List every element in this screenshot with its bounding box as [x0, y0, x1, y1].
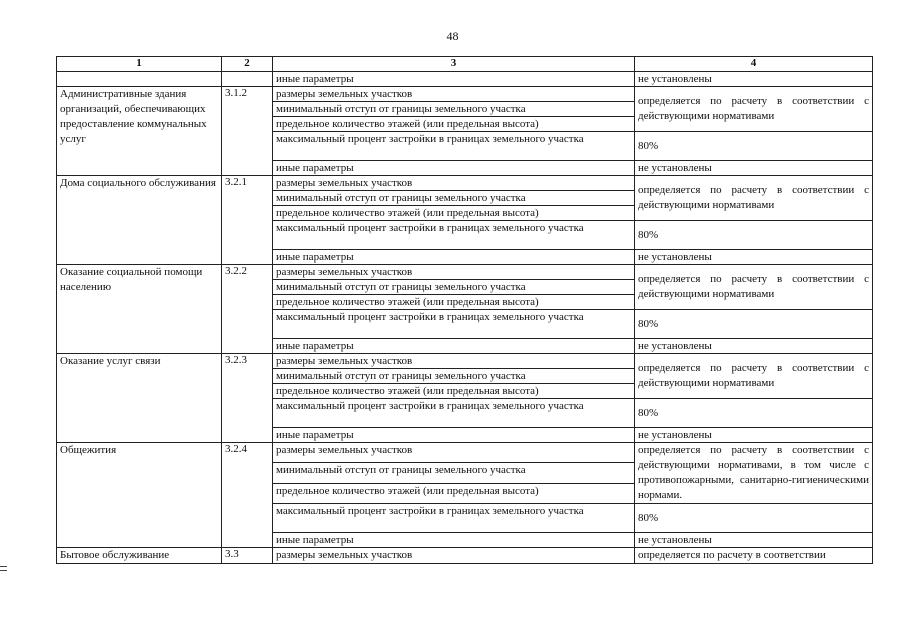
parameter-cell: предельное количество этажей (или предельная высота) [273, 117, 635, 132]
table-row [57, 265, 873, 280]
building-percent-cell: 80% [635, 399, 873, 428]
parameter-cell: предельное количество этажей (или предельная высота) [273, 206, 635, 221]
other-params-value-cell: не установлены [635, 161, 873, 176]
parameter-cell: максимальный процент застройки в границах земельного участка [273, 310, 635, 339]
table-row-last [57, 548, 873, 564]
calculated-value-cell: определяется по расчету в соответствии с действующими нормативами [635, 176, 873, 221]
calculated-value-cell: определяется по расчету в соответствии с действующими нормативами, в том числе с противопожарными, санитарно-гигиеническими нормами. [635, 443, 873, 504]
parameter-cell: размеры земельных участков [273, 443, 635, 463]
last-row-body [57, 548, 873, 564]
name-cell [57, 72, 222, 87]
other-params-value-cell: не установлены [635, 250, 873, 265]
building-percent-cell: 80% [635, 310, 873, 339]
calculated-value-cell: определяется по расчету в соответствии с действующими нормативами [635, 265, 873, 310]
parameter-cell: размеры земельных участков [273, 176, 635, 191]
land-use-name-cell: Оказание социальной помощи населению [57, 265, 222, 354]
table-row [57, 354, 873, 369]
building-percent-cell: 80% [635, 132, 873, 161]
building-percent-cell: 80% [635, 221, 873, 250]
parameter-cell: размеры земельных участков [273, 354, 635, 369]
parameter-cell: максимальный процент застройки в границах земельного участка [273, 399, 635, 428]
table-row [57, 443, 873, 463]
other-params-value-cell: не установлены [635, 533, 873, 548]
table-row [57, 87, 873, 102]
zoning-parameters-table [56, 56, 873, 564]
parameter-cell: максимальный процент застройки в границах земельного участка [273, 132, 635, 161]
parameter-cell: иные параметры [273, 428, 635, 443]
parameter-cell: предельное количество этажей (или предельная высота) [273, 295, 635, 310]
column-header-3: 3 [273, 57, 635, 72]
parameter-cell: максимальный процент застройки в границах земельного участка [273, 221, 635, 250]
land-use-name-cell: Дома социального обслуживания [57, 176, 222, 265]
parameter-cell: иные параметры [273, 72, 635, 87]
land-use-name-cell: Бытовое обслуживание [57, 548, 222, 564]
table-row [57, 176, 873, 191]
parameter-cell: иные параметры [273, 161, 635, 176]
land-use-code-cell: 3.2.1 [222, 176, 273, 265]
column-header-2: 2 [222, 57, 273, 72]
land-use-code-cell: 3.1.2 [222, 87, 273, 176]
land-use-name-cell: Общежития [57, 443, 222, 548]
parameter-cell: иные параметры [273, 250, 635, 265]
other-params-value-cell: не установлены [635, 339, 873, 354]
binding-edge-mark [0, 566, 7, 571]
parameter-cell: предельное количество этажей (или предельная высота) [273, 483, 635, 503]
parameter-cell: размеры земельных участков [273, 87, 635, 102]
column-header-1: 1 [57, 57, 222, 72]
parameter-cell: иные параметры [273, 533, 635, 548]
continuation-row [57, 72, 873, 87]
parameter-cell: иные параметры [273, 339, 635, 354]
land-use-code-cell: 3.3 [222, 548, 273, 564]
parameter-cell: размеры земельных участков [273, 548, 635, 564]
parameter-cell: минимальный отступ от границы земельного участка [273, 369, 635, 384]
table-body [57, 72, 873, 548]
parameter-cell: размеры земельных участков [273, 265, 635, 280]
land-use-name-cell: Оказание услуг связи [57, 354, 222, 443]
calculated-value-cell: определяется по расчету в соответствии с действующими нормативами [635, 354, 873, 399]
land-use-code-cell: 3.2.4 [222, 443, 273, 548]
header-row [57, 57, 873, 72]
parameter-cell: минимальный отступ от границы земельного участка [273, 280, 635, 295]
parameter-cell: максимальный процент застройки в границах земельного участка [273, 504, 635, 533]
code-cell [222, 72, 273, 87]
parameter-cell: минимальный отступ от границы земельного участка [273, 191, 635, 206]
parameter-cell: предельное количество этажей (или предельная высота) [273, 384, 635, 399]
value-cell: определяется по расчету в соответствии [635, 548, 873, 564]
parameter-cell: минимальный отступ от границы земельного участка [273, 102, 635, 117]
page-number: 48 [446, 29, 459, 43]
value-cell: не установлены [635, 72, 873, 87]
land-use-code-cell: 3.2.2 [222, 265, 273, 354]
other-params-value-cell: не установлены [635, 428, 873, 443]
column-header-4: 4 [635, 57, 873, 72]
land-use-name-cell: Административные здания организаций, обеспечивающих предоставление коммунальных услуг [57, 87, 222, 176]
parameter-cell: минимальный отступ от границы земельного участка [273, 463, 635, 483]
calculated-value-cell: определяется по расчету в соответствии с действующими нормативами [635, 87, 873, 132]
building-percent-cell: 80% [635, 504, 873, 533]
land-use-code-cell: 3.2.3 [222, 354, 273, 443]
